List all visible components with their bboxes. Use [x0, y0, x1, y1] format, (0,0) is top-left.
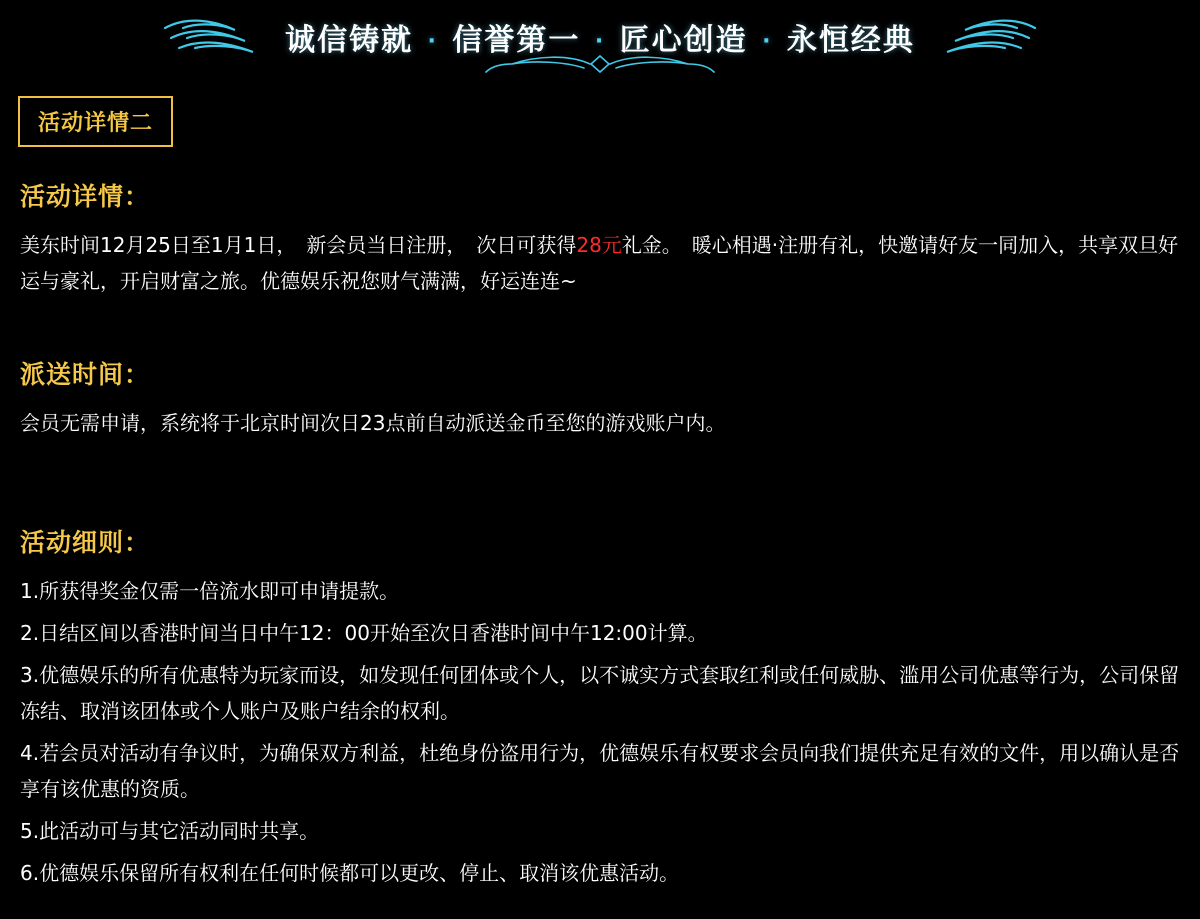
details-text-before-highlight: 美东时间12月25日至1月1日， 新会员当日注册， 次日可获得: [20, 233, 577, 257]
banner-sep-3: ·: [762, 29, 773, 54]
details-heading: 活动详情：: [20, 182, 151, 211]
rule-item: 5.此活动可与其它活动同时共享。: [20, 819, 320, 843]
diamond-swirl-ornament-icon: [450, 52, 750, 78]
rule-item: 4.若会员对活动有争议时，为确保双方利益，杜绝身份盗用行为，优德娱乐有权要求会员向我们提供充足有效的文件，用以确认是否享有该优惠的资质。: [20, 741, 1180, 801]
rule-item: 3.优德娱乐的所有优惠特为玩家而设，如发现任何团体或个人，以不诚实方式套取红利或任何威胁、滥用公司优惠等行为，公司保留冻结、取消该团体或个人账户及账户结余的权利。: [20, 663, 1180, 723]
rules-list: [20, 573, 1180, 891]
section-tag-wrap: [18, 96, 1200, 147]
banner-seg-3: 匠心创造: [619, 23, 748, 58]
details-paragraph: [20, 227, 1180, 299]
details-text-after-highlight: 礼金。 暖心相遇·注册有礼，快邀请好友一同加入，共享双旦好运与豪礼，开启财富之旅。优德娱乐祝您财气满满，好运连连~: [20, 233, 1179, 293]
rules-heading: 活动细则：: [20, 528, 151, 557]
rule-item: 6.优德娱乐保留所有权利在任何时候都可以更改、停止、取消该优惠活动。: [20, 861, 680, 885]
delivery-paragraph: 会员无需申请，系统将于北京时间次日23点前自动派送金币至您的游戏账户内。: [20, 411, 726, 435]
banner-seg-1: 诚信铸就: [285, 23, 414, 58]
rule-item: 2.日结区间以香港时间当日中午12：00开始至次日香港时间中午12:00计算。: [20, 621, 708, 645]
rule-item: 1.所获得奖金仅需一倍流水即可申请提款。: [20, 579, 400, 603]
delivery-heading: 派送时间：: [20, 360, 151, 389]
banner-seg-4: 永恒经典: [786, 23, 915, 58]
banner-sep-2: ·: [594, 29, 606, 54]
wave-flourish-right-icon: [929, 14, 1039, 60]
spacer-1: [20, 299, 1180, 325]
section-tag: 活动详情二: [18, 96, 173, 147]
banner: [0, 0, 1200, 82]
spacer-2: [20, 441, 1180, 493]
wave-flourish-left-icon: [161, 14, 271, 60]
content: [0, 177, 1200, 891]
banner-seg-2: 信誉第一: [452, 23, 581, 58]
banner-sep-1: ·: [427, 29, 438, 54]
details-amount-highlight: 28元: [576, 233, 622, 257]
